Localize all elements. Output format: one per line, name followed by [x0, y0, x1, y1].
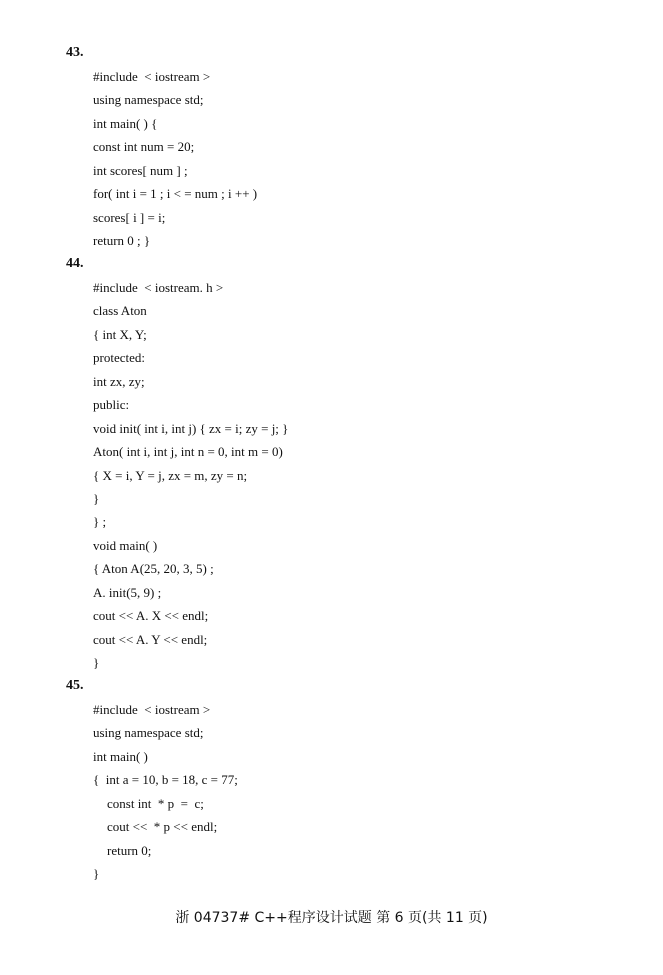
code-line: } ; — [93, 514, 107, 530]
code-line: protected: — [93, 350, 145, 366]
code-line: { Aton A(25, 20, 3, 5) ; — [93, 561, 214, 577]
code-line: #include < iostream. h > — [93, 280, 224, 295]
code-line: int main( ) — [93, 748, 148, 764]
code-line: #include < iostream > — [93, 702, 211, 717]
code-line: void main( ) — [93, 537, 158, 553]
code-line: class Aton — [93, 303, 147, 319]
code-line: void init( int i, int j) { zx = i; zy = j; } — [93, 420, 289, 436]
code-line: using namespace std; — [93, 725, 204, 741]
code-line: { int X, Y; — [93, 326, 147, 342]
code-line: public: — [93, 397, 130, 413]
question-43-number: 43. — [66, 45, 84, 60]
code-line: int scores[ num ] ; — [93, 162, 188, 178]
code-line: const int num = 20; — [93, 139, 195, 155]
code-line: cout << A. Y << endl; — [93, 631, 208, 647]
code-line: { X = i, Y = j, zx = m, zy = n; — [93, 467, 248, 483]
code-line: #include < iostream > — [93, 69, 211, 84]
code-line: } — [93, 655, 100, 670]
code-line: cout << * p << endl; — [107, 819, 218, 835]
question-44-number: 44. — [66, 256, 84, 271]
code-line: const int * p = c; — [107, 795, 204, 811]
code-line: scores[ i ] = i; — [93, 209, 166, 225]
question-43-code — [93, 65, 257, 253]
code-line: A. init(5, 9) ; — [93, 584, 162, 600]
code-line: for( int i = 1 ; i < = num ; i ++ ) — [93, 186, 258, 202]
question-45-code — [93, 698, 238, 886]
code-line: cout << A. X << endl; — [93, 608, 209, 624]
code-line: using namespace std; — [93, 92, 204, 108]
code-line: } — [93, 866, 100, 882]
page-footer: 浙 04737# C++程序设计试题 第 6 页(共 11 页) — [175, 910, 488, 926]
code-line: } — [93, 490, 100, 506]
code-line: Aton( int i, int j, int n = 0, int m = 0) — [93, 444, 283, 460]
code-line: { int a = 10, b = 18, c = 77; — [93, 772, 238, 788]
question-44-code — [93, 276, 288, 674]
code-line: int zx, zy; — [93, 373, 145, 389]
question-45-number: 45. — [66, 678, 84, 693]
code-line: int main( ) { — [93, 115, 158, 131]
code-line: return 0; — [107, 842, 152, 858]
code-line: return 0 ; } — [93, 233, 151, 249]
